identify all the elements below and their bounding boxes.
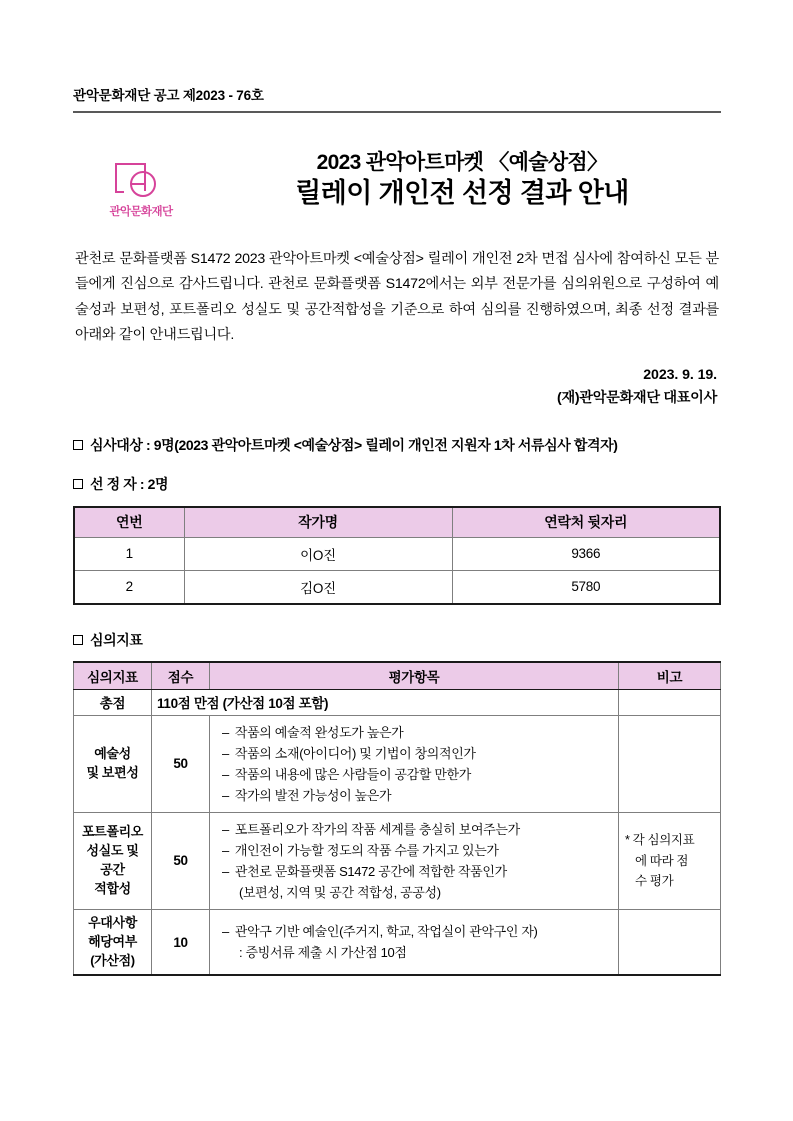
criteria-item-text: 작품의 내용에 많은 사람들이 공감할 만한가 bbox=[234, 766, 471, 782]
table-header-row bbox=[74, 507, 720, 538]
criteria-item bbox=[222, 861, 614, 882]
cell-remark bbox=[619, 812, 721, 909]
section-review-target bbox=[73, 436, 721, 456]
cell-no: 2 bbox=[74, 570, 184, 604]
cell-remark-blank bbox=[619, 689, 721, 715]
cell-phone: 9366 bbox=[452, 537, 720, 570]
cell-remark-blank bbox=[619, 715, 721, 812]
page-title: 릴레이 개인전 선정 결과 안내 bbox=[295, 178, 629, 209]
dash-bullet-icon: – bbox=[222, 745, 229, 761]
cell-items bbox=[210, 812, 619, 909]
col-header-artist: 작가명 bbox=[184, 507, 452, 538]
body-paragraph: 관천로 문화플랫폼 S1472 2023 관악아트마켓 <예술상점> 릴레이 개인전 2차 면접 심사에 참여하신 모든 분들에게 진심으로 감사드립니다. 관천로 문화플랫폼 S1472에서는 외부 전문가를 심의위원으로 구성하여 예술성과 보편성, 포트폴리오 성실도 및 공간적합성을 기준으로 하여 심의를 진행하였으며, 최종 선정 결과를 아래와 같이 안내드립니다. bbox=[75, 251, 719, 344]
criteria-row bbox=[74, 715, 721, 812]
cell-remark-blank bbox=[619, 909, 721, 975]
criteria-item-text: 작품의 소재(아이디어) 및 기법이 창의적인가 bbox=[234, 745, 476, 761]
criteria-row bbox=[74, 812, 721, 909]
remark-line: 수 평가 bbox=[635, 873, 674, 888]
logo-mark-icon bbox=[113, 161, 169, 201]
dash-bullet-icon: – bbox=[222, 787, 229, 803]
indicator-line: 공간 bbox=[100, 861, 125, 877]
table-row bbox=[74, 537, 720, 570]
cell-items bbox=[210, 715, 619, 812]
criteria-subitem: : 증빙서류 제출 시 가산점 10점 bbox=[239, 945, 407, 961]
col-header-score: 점수 bbox=[152, 662, 210, 690]
issue-date: 2023. 9. 19. bbox=[643, 367, 717, 384]
document-header bbox=[73, 127, 721, 219]
foundation-logo bbox=[93, 161, 189, 219]
criteria-item bbox=[222, 743, 614, 764]
section-review-target-label: 심사대상 : 9명(2023 관악아트마켓 <예술상점> 릴레이 개인전 지원자 1차 서류심사 합격자) bbox=[90, 436, 618, 453]
title-group bbox=[203, 151, 721, 210]
remark-line: 에 따라 점 bbox=[635, 853, 689, 868]
section-criteria bbox=[73, 631, 721, 651]
selected-artists-table bbox=[73, 506, 721, 605]
section-selected bbox=[73, 475, 721, 495]
indicator-line: 적합성 bbox=[94, 880, 131, 896]
cell-score: 50 bbox=[152, 812, 210, 909]
cell-score: 10 bbox=[152, 909, 210, 975]
dash-bullet-icon: – bbox=[222, 842, 229, 858]
indicator-line: (가산점) bbox=[90, 952, 135, 968]
section-criteria-label: 심의지표 bbox=[90, 631, 143, 648]
criteria-table bbox=[73, 661, 721, 977]
document-content bbox=[73, 88, 721, 976]
cell-artist: 이O진 bbox=[184, 537, 452, 570]
cell-indicator bbox=[74, 715, 152, 812]
indicator-line: 해당여부 bbox=[88, 933, 137, 949]
logo-tick-shape bbox=[132, 183, 144, 185]
col-header-no: 연번 bbox=[74, 507, 184, 538]
indicator-line: 예술성 bbox=[94, 745, 131, 761]
indicator-line: 성실도 및 bbox=[86, 842, 139, 858]
cell-indicator bbox=[74, 812, 152, 909]
criteria-item-text: 작가의 발전 가능성이 높은가 bbox=[234, 787, 392, 803]
cell-items bbox=[210, 909, 619, 975]
criteria-item bbox=[222, 722, 614, 743]
checkbox-square-icon bbox=[73, 635, 83, 645]
criteria-item bbox=[222, 819, 614, 840]
cell-indicator bbox=[74, 909, 152, 975]
header-divider bbox=[73, 111, 721, 113]
issuer-name: (재)관악문화재단 대표이사 bbox=[557, 390, 717, 407]
dash-bullet-icon: – bbox=[222, 724, 229, 740]
signature-block bbox=[73, 364, 721, 409]
criteria-item bbox=[222, 840, 614, 861]
logo-text: 관악문화재단 bbox=[109, 206, 173, 219]
cell-phone: 5780 bbox=[452, 570, 720, 604]
checkbox-square-icon bbox=[73, 479, 83, 489]
cell-total-label: 총점 bbox=[74, 689, 152, 715]
criteria-item-text: 관악구 기반 예술인(주거지, 학교, 작업실이 관악구인 자) bbox=[234, 924, 538, 940]
criteria-item-text: 포트폴리오가 작가의 작품 세계를 충실히 보여주는가 bbox=[234, 821, 520, 837]
announcement-number: 관악문화재단 공고 제2023 - 76호 bbox=[73, 88, 264, 103]
section-selected-label: 선 정 자 : 2명 bbox=[90, 476, 169, 493]
cell-no: 1 bbox=[74, 537, 184, 570]
criteria-item-text: 작품의 예술적 완성도가 높은가 bbox=[234, 724, 404, 740]
cell-score: 50 bbox=[152, 715, 210, 812]
dash-bullet-icon: – bbox=[222, 821, 229, 837]
criteria-item-text: 개인전이 가능할 정도의 작품 수를 가지고 있는가 bbox=[234, 842, 499, 858]
indicator-line: 포트폴리오 bbox=[81, 824, 144, 840]
criteria-item-text: 관천로 문화플랫폼 S1472 공간에 적합한 작품인가 bbox=[234, 863, 507, 879]
criteria-row bbox=[74, 909, 721, 975]
indicator-line: 우대사항 bbox=[88, 914, 137, 930]
dash-bullet-icon: – bbox=[222, 766, 229, 782]
criteria-subitem: (보편성, 지역 및 공간 적합성, 공공성) bbox=[239, 884, 441, 900]
col-header-phone: 연락처 뒷자리 bbox=[452, 507, 720, 538]
criteria-table-wrapper bbox=[73, 661, 721, 977]
table-header-row bbox=[74, 662, 721, 690]
remark-line: * 각 심의지표 bbox=[625, 833, 695, 848]
title-subtitle: 2023 관악아트마켓 〈예술상점〉 bbox=[316, 151, 608, 175]
col-header-items: 평가항목 bbox=[210, 662, 619, 690]
criteria-total-row bbox=[74, 689, 721, 715]
cell-artist: 김O진 bbox=[184, 570, 452, 604]
selected-table-wrapper bbox=[73, 506, 721, 605]
cell-total-value: 110점 만점 (가산점 10점 포함) bbox=[152, 689, 619, 715]
table-row bbox=[74, 570, 720, 604]
criteria-item bbox=[222, 764, 614, 785]
col-header-remark: 비고 bbox=[619, 662, 721, 690]
col-header-indicator: 심의지표 bbox=[74, 662, 152, 690]
indicator-line: 및 보편성 bbox=[86, 764, 139, 780]
dash-bullet-icon: – bbox=[222, 863, 229, 879]
criteria-item bbox=[222, 785, 614, 806]
criteria-item bbox=[222, 921, 614, 942]
checkbox-square-icon bbox=[73, 440, 83, 450]
dash-bullet-icon: – bbox=[222, 924, 229, 940]
